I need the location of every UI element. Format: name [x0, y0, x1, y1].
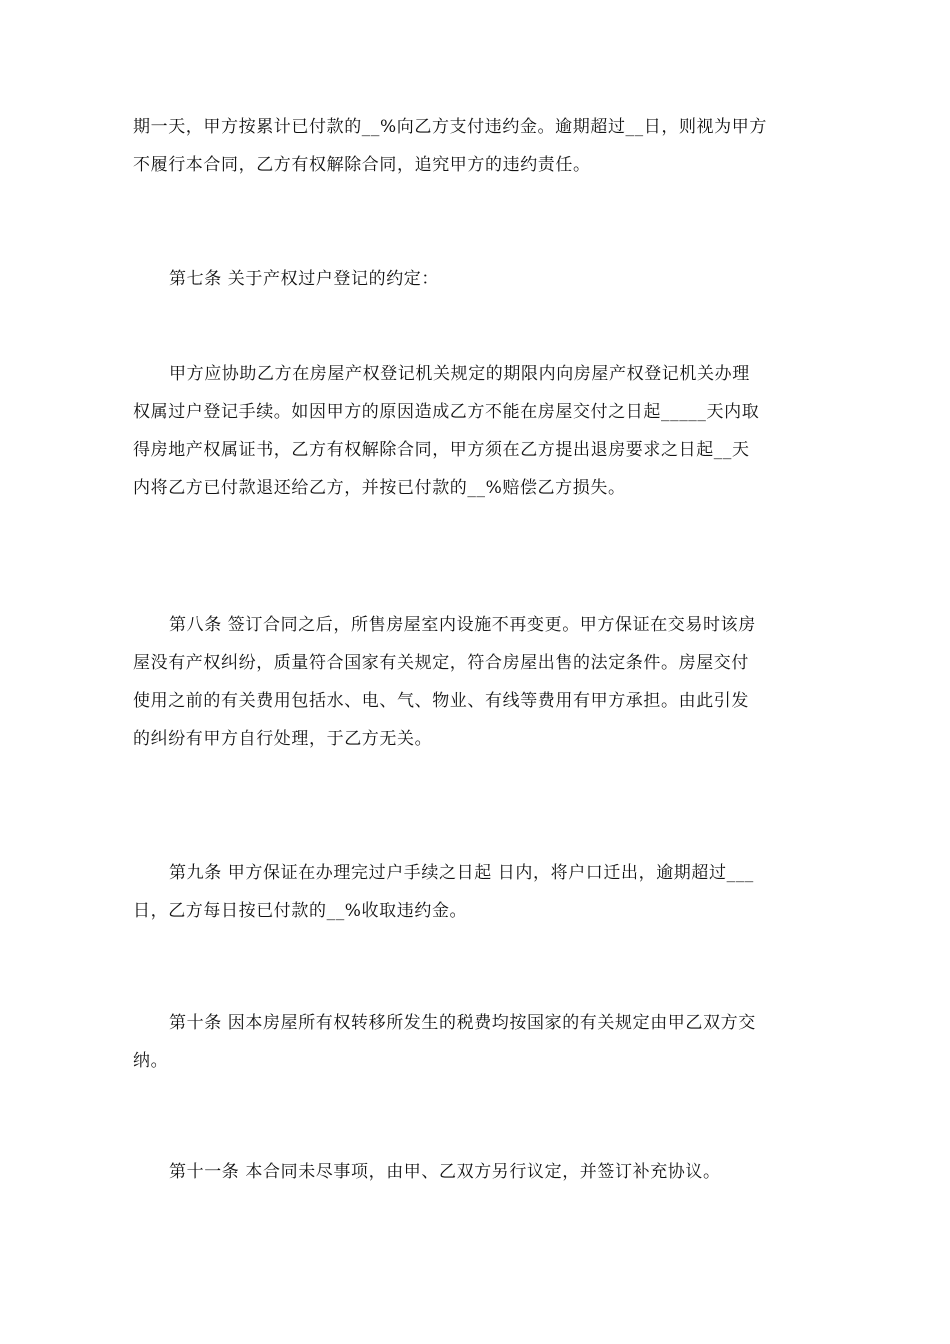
text-line: 不履行本合同，乙方有权解除合同，追究甲方的违约责任。: [133, 155, 591, 175]
text-line: 日，乙方每日按已付款的__%收取违约金。: [133, 901, 468, 921]
clause-8: [133, 606, 823, 758]
text-line: 第十一条 本合同未尽事项，由甲、乙双方另行议定，并签订补充协议。: [169, 1162, 721, 1182]
text-line: 第九条 甲方保证在办理完过户手续之日起 日内，将户口迁出，逾期超过___: [169, 863, 754, 883]
text-line: 第八条 签订合同之后，所售房屋室内设施不再变更。甲方保证在交易时该房: [169, 615, 756, 635]
text-line: 使用之前的有关费用包括水、电、气、物业、有线等费用有甲方承担。由此引发: [133, 691, 749, 711]
clause-9: [133, 854, 823, 930]
text-line: 的纠纷有甲方自行处理，于乙方无关。: [133, 729, 433, 749]
text-line: 屋没有产权纠纷，质量符合国家有关规定，符合房屋出售的法定条件。房屋交付: [133, 653, 749, 673]
text-line: 内将乙方已付款退还给乙方，并按已付款的__%赔偿乙方损失。: [133, 478, 626, 498]
text-line: 甲方应协助乙方在房屋产权登记机关规定的期限内向房屋产权登记机关办理: [169, 364, 750, 384]
clause-11: [133, 1153, 823, 1191]
text-line: 纳。: [133, 1051, 169, 1071]
text-line: 第十条 因本房屋所有权转移所发生的税费均按国家的有关规定由甲乙双方交: [169, 1013, 756, 1033]
text-line: 第七条 关于产权过户登记的约定：: [169, 269, 440, 289]
text-line: 得房地产权属证书，乙方有权解除合同，甲方须在乙方提出退房要求之日起__天: [133, 440, 750, 460]
clause-10: [133, 1004, 823, 1080]
clause-7-body: [133, 355, 823, 507]
clause-7-heading: [133, 260, 823, 298]
paragraph-penalty-continuation: [133, 108, 823, 184]
text-line: 期一天，甲方按累计已付款的__%向乙方支付违约金。逾期超过__日，则视为甲方: [133, 117, 767, 137]
text-line: 权属过户登记手续。如因甲方的原因造成乙方不能在房屋交付之日起_____天内取: [133, 402, 760, 422]
